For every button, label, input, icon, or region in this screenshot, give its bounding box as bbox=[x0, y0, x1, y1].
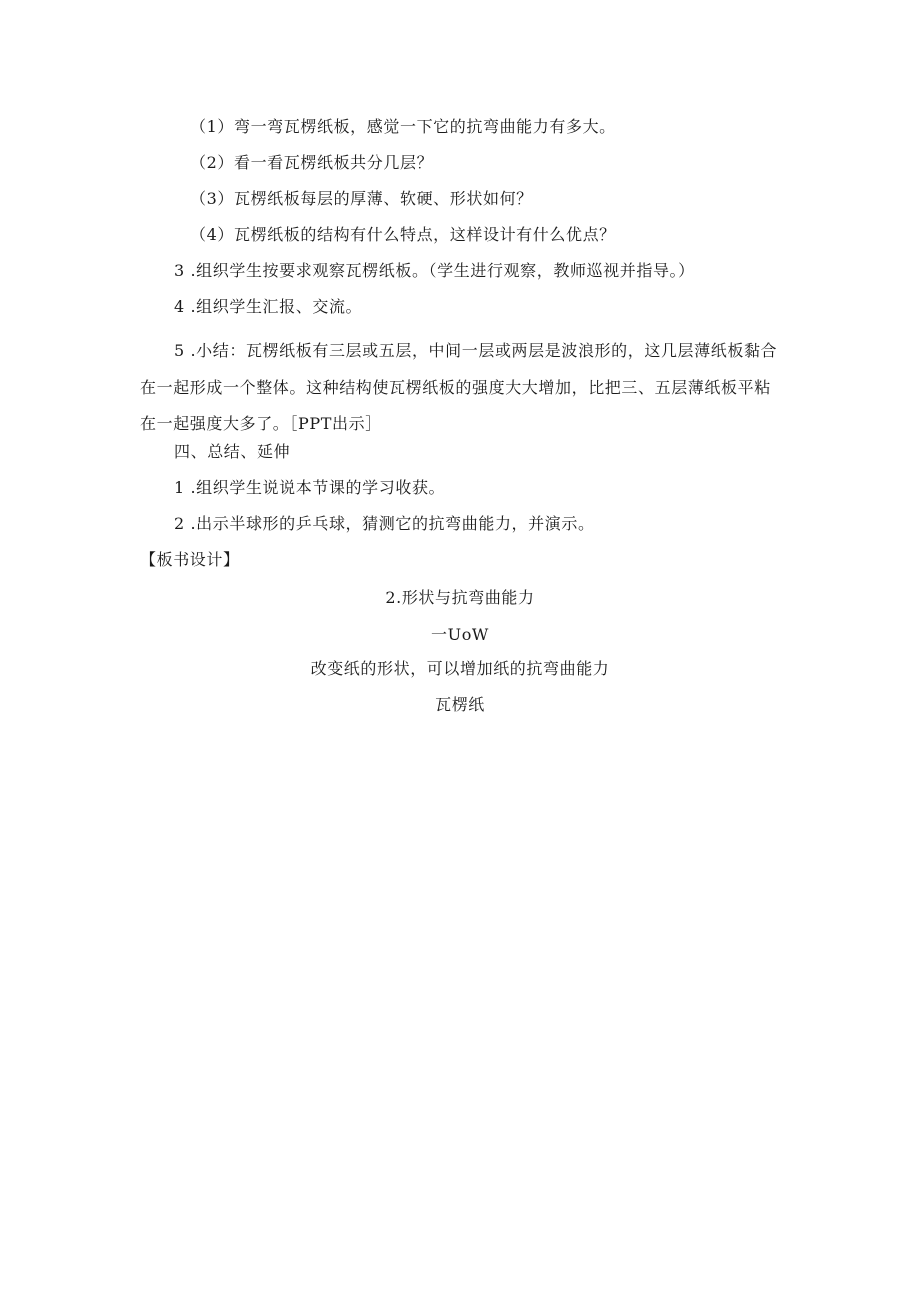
question-4: （4）瓦楞纸板的结构有什么特点，这样设计有什么优点？ bbox=[190, 225, 616, 244]
question-3: （3）瓦楞纸板每层的厚薄、软硬、形状如何？ bbox=[190, 189, 533, 208]
step-3: 3 .组织学生按要求观察瓦楞纸板。（学生进行观察，教师巡视并指导。） bbox=[174, 261, 695, 280]
board-line-2: 瓦楞纸 bbox=[435, 695, 485, 714]
section-heading-summary: 四、总结、延伸 bbox=[174, 442, 291, 461]
summary-item-2: 2 .出示半球形的乒乓球，猜测它的抗弯曲能力，并演示。 bbox=[174, 514, 595, 533]
question-2: （2）看一看瓦楞纸板共分几层？ bbox=[190, 153, 434, 172]
question-1: （1）弯一弯瓦楞纸板，感觉一下它的抗弯曲能力有多大。 bbox=[190, 117, 616, 136]
board-symbol: 一UoW bbox=[431, 625, 489, 644]
board-design-heading: 【板书设计】 bbox=[140, 550, 240, 569]
step-5-summary: 5 .小结：瓦楞纸板有三层或五层，中间一层或两层是波浪形的，这几层薄纸板黏合在一起形成一个整体。这种结构使瓦楞纸板的强度大大增加，比把三、五层薄纸板平粘在一起强度大多了。［PPT出示］ bbox=[140, 341, 778, 433]
board-line-1: 改变纸的形状，可以增加纸的抗弯曲能力 bbox=[310, 659, 610, 678]
step-4: 4 .组织学生汇报、交流。 bbox=[174, 297, 363, 316]
board-title: 2.形状与抗弯曲能力 bbox=[385, 588, 535, 607]
summary-item-1: 1 .组织学生说说本节课的学习收获。 bbox=[174, 478, 446, 497]
